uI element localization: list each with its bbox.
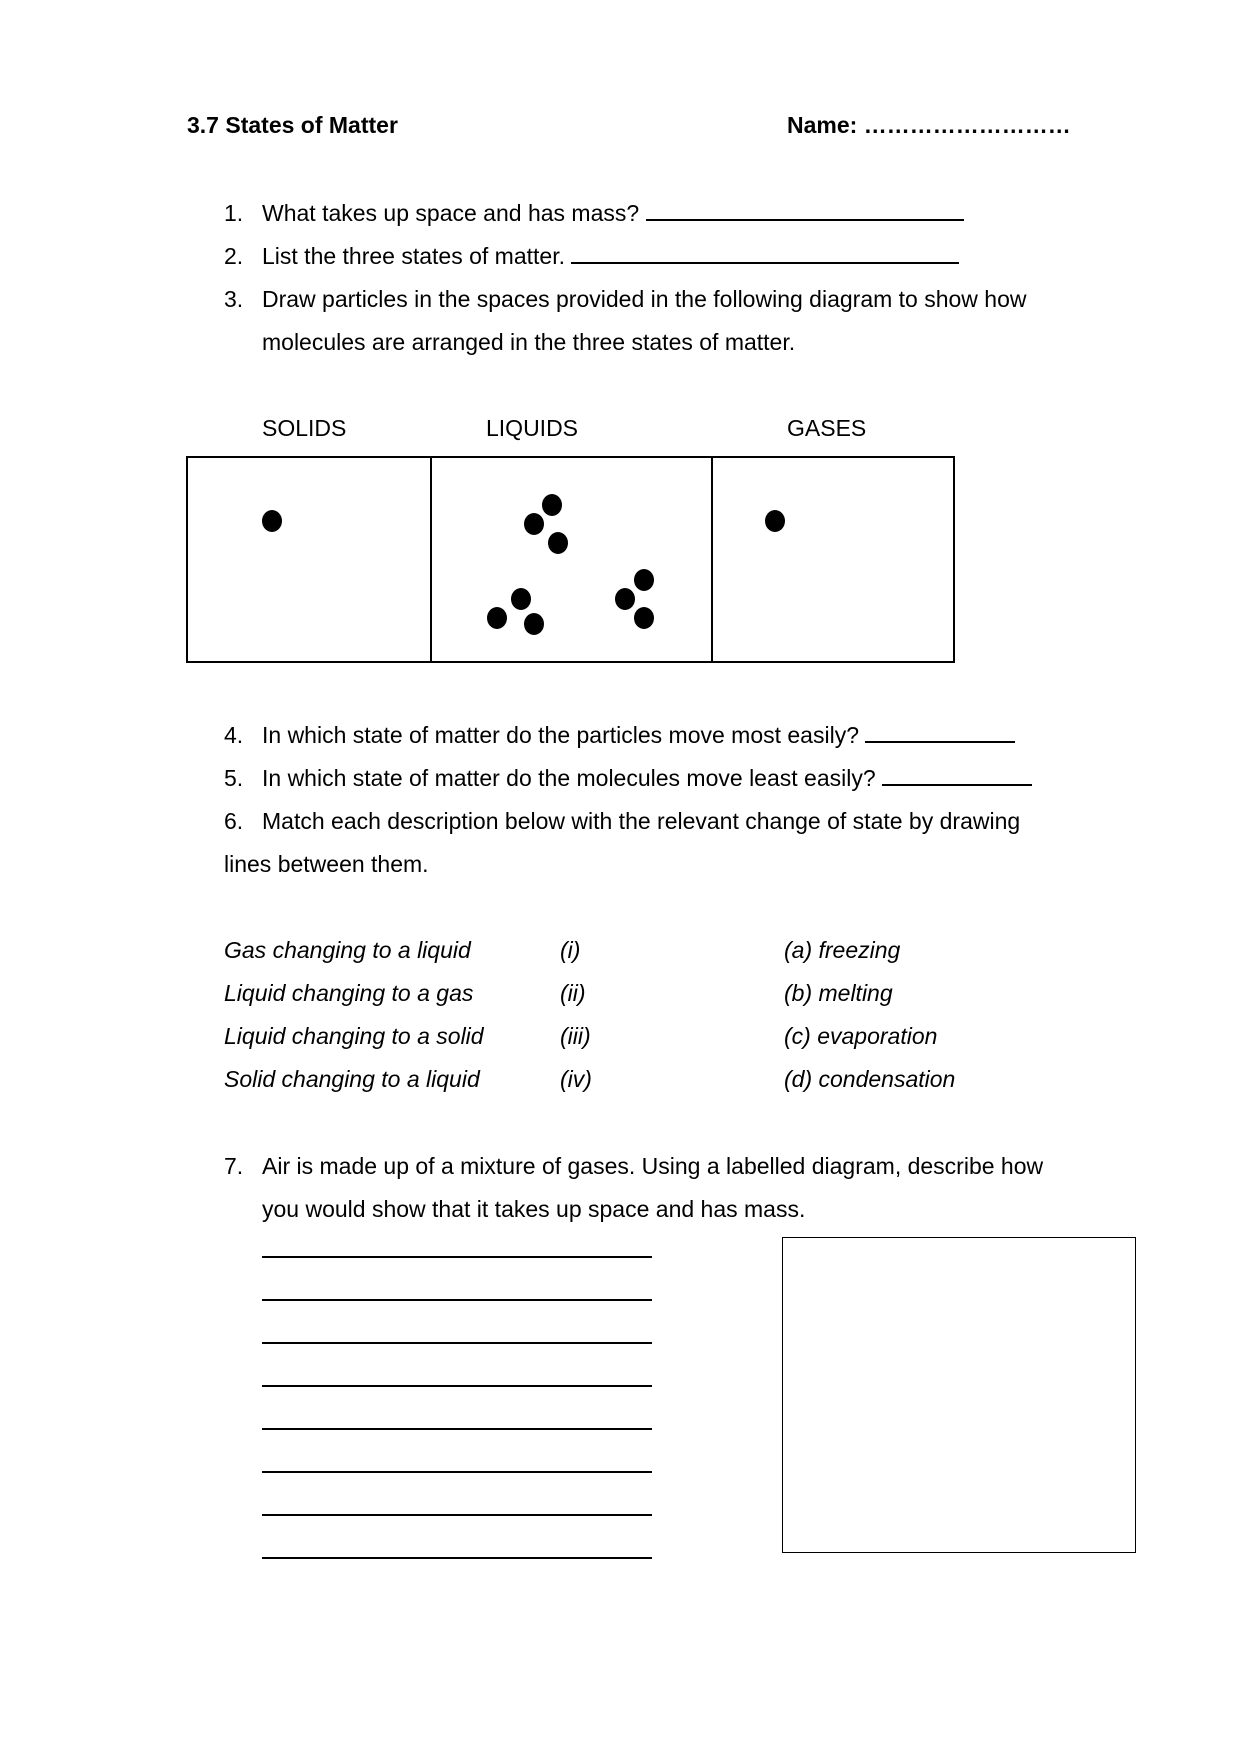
- numeral: (i): [560, 937, 581, 963]
- answer-line[interactable]: [262, 1299, 652, 1301]
- answer-line[interactable]: [262, 1256, 652, 1258]
- change-option: (b) melting: [784, 980, 893, 1006]
- answer-line[interactable]: [262, 1557, 652, 1559]
- particle: [765, 510, 785, 532]
- description: Solid changing to a liquid: [224, 1066, 480, 1092]
- particle: [634, 607, 654, 629]
- particle: [542, 494, 562, 516]
- answer-blank-1[interactable]: [646, 201, 964, 221]
- numeral: (iv): [560, 1066, 592, 1092]
- diagram-drawing-box[interactable]: [782, 1237, 1136, 1553]
- particle: [262, 510, 282, 532]
- description: Liquid changing to a gas: [224, 980, 474, 1006]
- change-option: (c) evaporation: [784, 1023, 938, 1049]
- answer-line[interactable]: [262, 1514, 652, 1516]
- particle: [524, 613, 544, 635]
- particle: [487, 607, 507, 629]
- change-option: (d) condensation: [784, 1066, 956, 1092]
- description: Liquid changing to a solid: [224, 1023, 484, 1049]
- particle: [511, 588, 531, 610]
- gases-box[interactable]: [711, 456, 955, 663]
- answer-line[interactable]: [262, 1471, 652, 1473]
- numeral: (iii): [560, 1023, 591, 1049]
- label-solids: SOLIDS: [262, 415, 347, 441]
- answer-blank-4[interactable]: [865, 723, 1015, 743]
- particle: [634, 569, 654, 591]
- answer-line[interactable]: [262, 1342, 652, 1344]
- description: Gas changing to a liquid: [224, 937, 471, 963]
- worksheet-title: 3.7 States of Matter: [187, 112, 398, 138]
- answer-blank-2[interactable]: [571, 244, 959, 264]
- solids-box[interactable]: [186, 456, 432, 663]
- particle: [524, 513, 544, 535]
- name-field-label[interactable]: Name: ………………………: [787, 112, 1071, 138]
- answer-line[interactable]: [262, 1385, 652, 1387]
- particle: [548, 532, 568, 554]
- particle: [615, 588, 635, 610]
- liquids-box[interactable]: [430, 456, 713, 663]
- answer-blank-5[interactable]: [882, 766, 1032, 786]
- label-liquids: LIQUIDS: [486, 415, 579, 441]
- change-option: (a) freezing: [784, 937, 901, 963]
- numeral: (ii): [560, 980, 586, 1006]
- answer-line[interactable]: [262, 1428, 652, 1430]
- label-gases: GASES: [787, 415, 867, 441]
